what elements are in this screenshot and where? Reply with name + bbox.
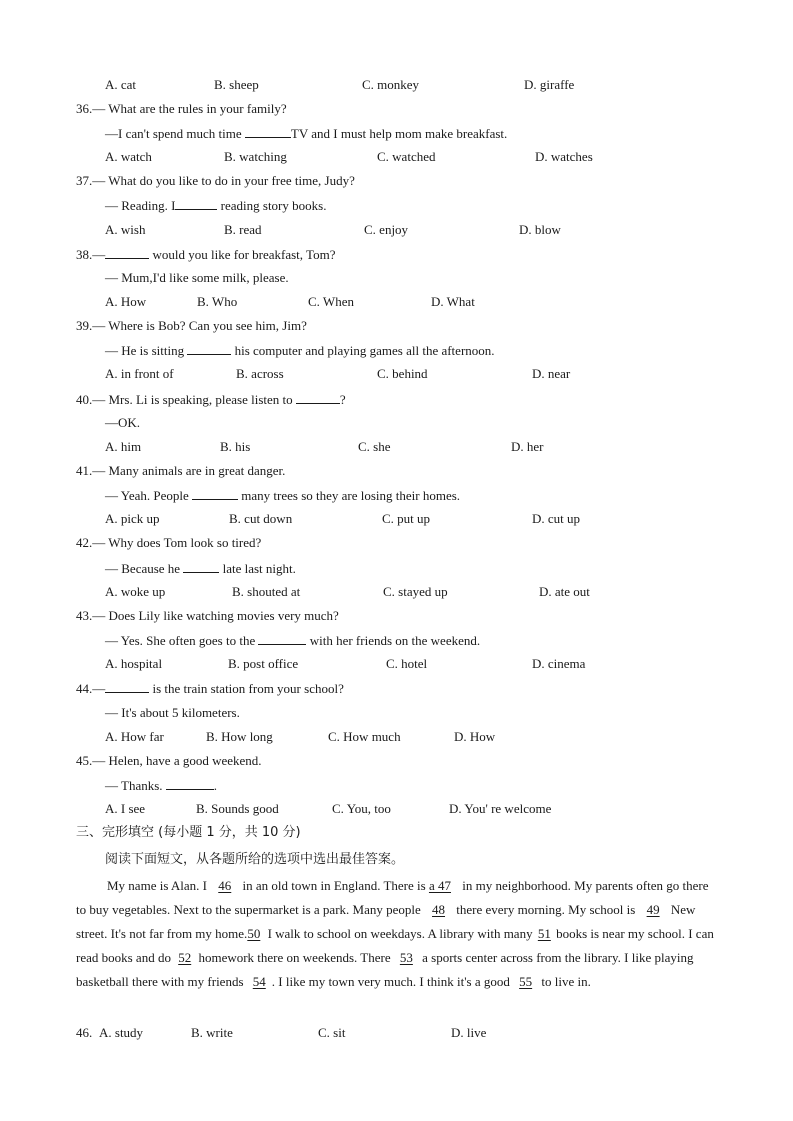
answer-blank[interactable] [258, 632, 306, 645]
question-blank[interactable] [296, 391, 340, 404]
option-c: C. stayed up [383, 584, 448, 599]
answer-post: his computer and playing games all the afternoon. [231, 343, 495, 358]
question-number: 39. [76, 318, 93, 333]
answer-line: —OK. [105, 415, 141, 430]
option-d: D. cut up [532, 511, 581, 526]
question-number: 41. [76, 463, 93, 478]
option-a: A. hospital [105, 656, 163, 671]
question-number: 40. [76, 392, 93, 407]
question-prompt: — Why does Tom look so tired? [92, 535, 262, 550]
question-number: 44. [76, 681, 93, 696]
option-a: A. cat [105, 77, 137, 92]
question-number: 42. [76, 535, 93, 550]
option-d: D. near [532, 366, 571, 381]
answer-pre: — Reading. I [105, 198, 176, 213]
option-b: B. Who [197, 294, 238, 309]
question-prompt: — Does Lily like watching movies very much? [92, 608, 339, 623]
question-text [76, 246, 335, 263]
option-b: B. read [224, 222, 262, 237]
answer-post: with her friends on the weekend. [306, 633, 481, 648]
cloze-passage [76, 874, 716, 994]
option-d: D. How [454, 729, 496, 744]
question-prompt: — What do you like to do in your free time, Judy? [92, 173, 355, 188]
blank-51[interactable]: 51 [537, 926, 551, 941]
answer-pre: —I can't spend much time [105, 126, 245, 141]
option-c: C. put up [382, 511, 431, 526]
question-text [76, 391, 346, 408]
blank-46[interactable]: 46 [218, 878, 232, 893]
answer-line [105, 632, 480, 649]
option-a: A. in front of [105, 366, 174, 381]
passage-text: in my neighborhood. My parents often go there to buy vegetables. Next to the supermarket is a park. Many people [76, 878, 709, 917]
answer-post: TV and I must help mom make breakfast. [290, 126, 508, 141]
question-text [76, 608, 339, 624]
blank-50[interactable]: 50 [247, 926, 261, 941]
passage-text: I walk to school on weekdays. A library with many [267, 926, 536, 941]
option-c: C. sit [318, 1025, 346, 1040]
option-a: A. woke up [105, 584, 166, 599]
blank-53[interactable]: 53 [399, 950, 413, 965]
question-post: ? [339, 392, 346, 407]
section-instruction: 阅读下面短文，从各题所给的选项中选出最佳答案。 [105, 852, 405, 867]
option-b: B. his [220, 439, 251, 454]
option-c: C. You, too [332, 801, 391, 816]
blank-54[interactable]: 54 [252, 974, 266, 989]
option-a: A. How [105, 294, 147, 309]
option-d: D. giraffe [524, 77, 575, 92]
question-pre: — [92, 681, 106, 696]
answer-blank[interactable] [183, 560, 219, 573]
option-b: B. write [191, 1025, 233, 1040]
question-pre: — Mrs. Li is speaking, please listen to [92, 392, 296, 407]
question-text [76, 318, 307, 334]
answer-post: late last night. [219, 561, 296, 576]
question-pre: — [92, 247, 106, 262]
option-c: C. How much [328, 729, 401, 744]
question-number: 46. [76, 1025, 93, 1040]
option-b: B. cut down [229, 511, 293, 526]
question-number: 38. [76, 247, 93, 262]
option-b: B. How long [206, 729, 273, 744]
section-heading: 三、完形填空 (每小题 1 分，共 10 分) [76, 825, 301, 840]
blank-55[interactable]: 55 [519, 974, 533, 989]
option-a: A. wish [105, 222, 146, 237]
option-a: A. study [99, 1025, 144, 1040]
passage-text: My name is Alan. I [107, 878, 208, 893]
answer-blank[interactable] [187, 342, 231, 355]
option-b: B. post office [228, 656, 299, 671]
question-text [76, 173, 355, 189]
question-post: is the train station from your school? [149, 681, 344, 696]
option-c: C. hotel [386, 656, 428, 671]
question-blank[interactable] [105, 680, 149, 693]
question-text [76, 101, 287, 117]
passage-text: a sports center across from the library. I like playing basketball there with my friends [76, 950, 694, 989]
question-number: 37. [76, 173, 93, 188]
option-b: B. Sounds good [196, 801, 279, 816]
answer-post: . [213, 778, 218, 793]
option-b: B. across [236, 366, 284, 381]
answer-post: reading story books. [217, 198, 327, 213]
passage-text: there every morning. My school is [456, 902, 639, 917]
blank-48[interactable]: 48 [432, 902, 446, 917]
option-c: C. watched [377, 149, 436, 164]
option-a: A. I see [105, 801, 146, 816]
answer-post: many trees so they are losing their homes. [238, 488, 461, 503]
passage-text: . I like my town very much. I think it's a good [271, 974, 514, 989]
question-number: 45. [76, 753, 93, 768]
question-post: would you like for breakfast, Tom? [149, 247, 336, 262]
answer-pre: — Thanks. [105, 778, 166, 793]
passage-text: in an old town in England. There is [242, 878, 429, 893]
option-d: D. cinema [532, 656, 586, 671]
option-c: C. enjoy [364, 222, 409, 237]
question-blank[interactable] [105, 246, 149, 259]
option-d: D. blow [519, 222, 561, 237]
question-number: 43. [76, 608, 93, 623]
answer-blank[interactable] [166, 777, 214, 790]
option-b: B. sheep [214, 77, 259, 92]
option-d: D. live [451, 1025, 487, 1040]
option-a: A. How far [105, 729, 164, 744]
passage-text: New street. It's not far from my home. [76, 902, 696, 941]
option-c: C. she [358, 439, 391, 454]
blank-52[interactable]: 52 [178, 950, 192, 965]
answer-line: — It's about 5 kilometers. [105, 705, 240, 720]
option-a: A. him [105, 439, 142, 454]
question-text [76, 463, 285, 479]
question-text [76, 753, 262, 769]
option-c: C. monkey [362, 77, 420, 92]
option-c: C. behind [377, 366, 428, 381]
question-prompt: — What are the rules in your family? [92, 101, 287, 116]
question-prompt: — Many animals are in great danger. [92, 463, 286, 478]
answer-line [105, 560, 296, 577]
question-text [76, 535, 261, 551]
option-d: D. You' re welcome [449, 801, 552, 816]
blank-47[interactable]: a 47 [428, 878, 451, 893]
option-a: A. watch [105, 149, 152, 164]
option-d: D. ate out [539, 584, 590, 599]
answer-line [105, 777, 217, 794]
answer-blank[interactable] [245, 125, 291, 138]
passage-text: to live in. [541, 974, 591, 989]
option-c: C. When [308, 294, 354, 309]
option-b: B. shouted at [232, 584, 301, 599]
option-a: A. pick up [105, 511, 160, 526]
answer-pre: — Yes. She often goes to the [105, 633, 259, 648]
answer-pre: — Yeah. People [105, 488, 193, 503]
option-d: D. her [511, 439, 544, 454]
option-d: D. What [431, 294, 475, 309]
answer-line [105, 197, 326, 214]
question-prompt: — Helen, have a good weekend. [92, 753, 262, 768]
option-d: D. watches [535, 149, 593, 164]
answer-pre: — Because he [105, 561, 184, 576]
option-b: B. watching [224, 149, 287, 164]
answer-line [105, 487, 460, 504]
passage-text: homework there on weekends. There [198, 950, 394, 965]
answer-blank[interactable] [175, 197, 217, 210]
question-prompt: — Where is Bob? Can you see him, Jim? [92, 318, 307, 333]
passage-text: books is near my school. I can read books and do [76, 926, 714, 965]
answer-blank[interactable] [192, 487, 238, 500]
answer-line [105, 125, 507, 142]
answer-line: — Mum,I'd like some milk, please. [105, 270, 289, 285]
question-text [76, 680, 344, 697]
answer-pre: — He is sitting [105, 343, 188, 358]
answer-line [105, 342, 495, 359]
question-number: 36. [76, 101, 93, 116]
blank-49[interactable]: 49 [646, 902, 660, 917]
